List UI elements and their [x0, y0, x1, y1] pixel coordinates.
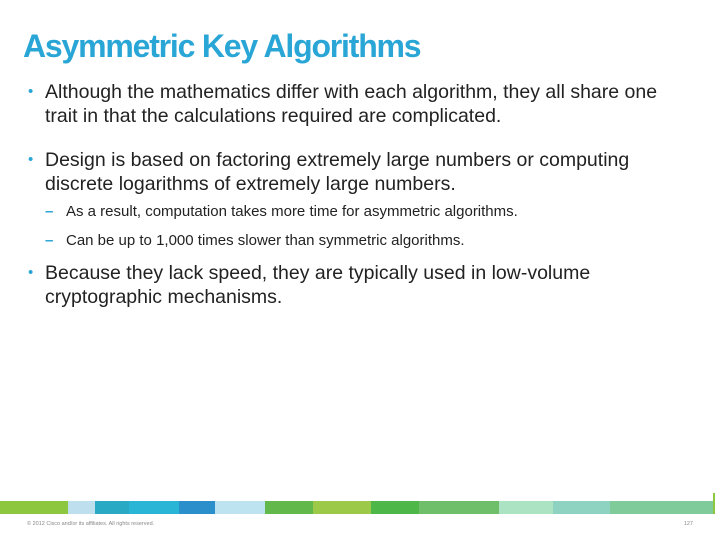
- footer-right-rule: [713, 493, 715, 514]
- bullet-item: [28, 261, 688, 309]
- color-bar-segment: [95, 501, 129, 514]
- color-bar-segment: [179, 501, 215, 514]
- color-bar-segment: [68, 501, 95, 514]
- sub-bullet-item: [45, 203, 688, 221]
- slide-title: Asymmetric Key Algorithms: [23, 28, 421, 64]
- sub-bullet-item: [45, 232, 688, 250]
- sub-bullet-marker: –: [45, 232, 54, 249]
- color-bar-segment: [313, 501, 371, 514]
- bullet-text: Because they lack speed, they are typically used in low-volume cryptographic mechanisms.: [45, 262, 591, 308]
- color-bar-segment: [129, 501, 179, 514]
- bullet-item: [28, 80, 688, 128]
- sub-bullet-text: As a result, computation takes more time for asymmetric algorithms.: [66, 203, 518, 220]
- color-bar-segment: [371, 501, 419, 514]
- sub-bullet-marker: –: [45, 203, 54, 220]
- color-bar-segment: [215, 501, 265, 514]
- bullet-item: [28, 148, 688, 250]
- color-bar-segment: [265, 501, 313, 514]
- sub-bullet-list: [45, 203, 688, 250]
- bullet-list: [28, 80, 688, 309]
- bullet-marker: •: [28, 83, 34, 100]
- color-bar-segment: [419, 501, 499, 514]
- sub-bullet-text: Can be up to 1,000 times slower than symmetric algorithms.: [66, 232, 465, 249]
- color-bar-segment: [610, 501, 713, 514]
- bullet-marker: •: [28, 264, 34, 281]
- footer-color-bar: [0, 501, 713, 514]
- page-number: 127: [683, 521, 693, 527]
- color-bar-segment: [499, 501, 553, 514]
- color-bar-segment: [553, 501, 610, 514]
- bullet-text: Although the mathematics differ with each algorithm, they all share one trait in that the calculations required are complicated.: [45, 81, 658, 127]
- bullet-text: Design is based on factoring extremely large numbers or computing discrete logarithms of extremely large numbers.: [45, 149, 630, 195]
- color-bar-segment: [0, 501, 68, 514]
- copyright-text: © 2012 Cisco and/or its affiliates. All rights reserved.: [27, 521, 155, 527]
- bullet-marker: •: [28, 151, 34, 168]
